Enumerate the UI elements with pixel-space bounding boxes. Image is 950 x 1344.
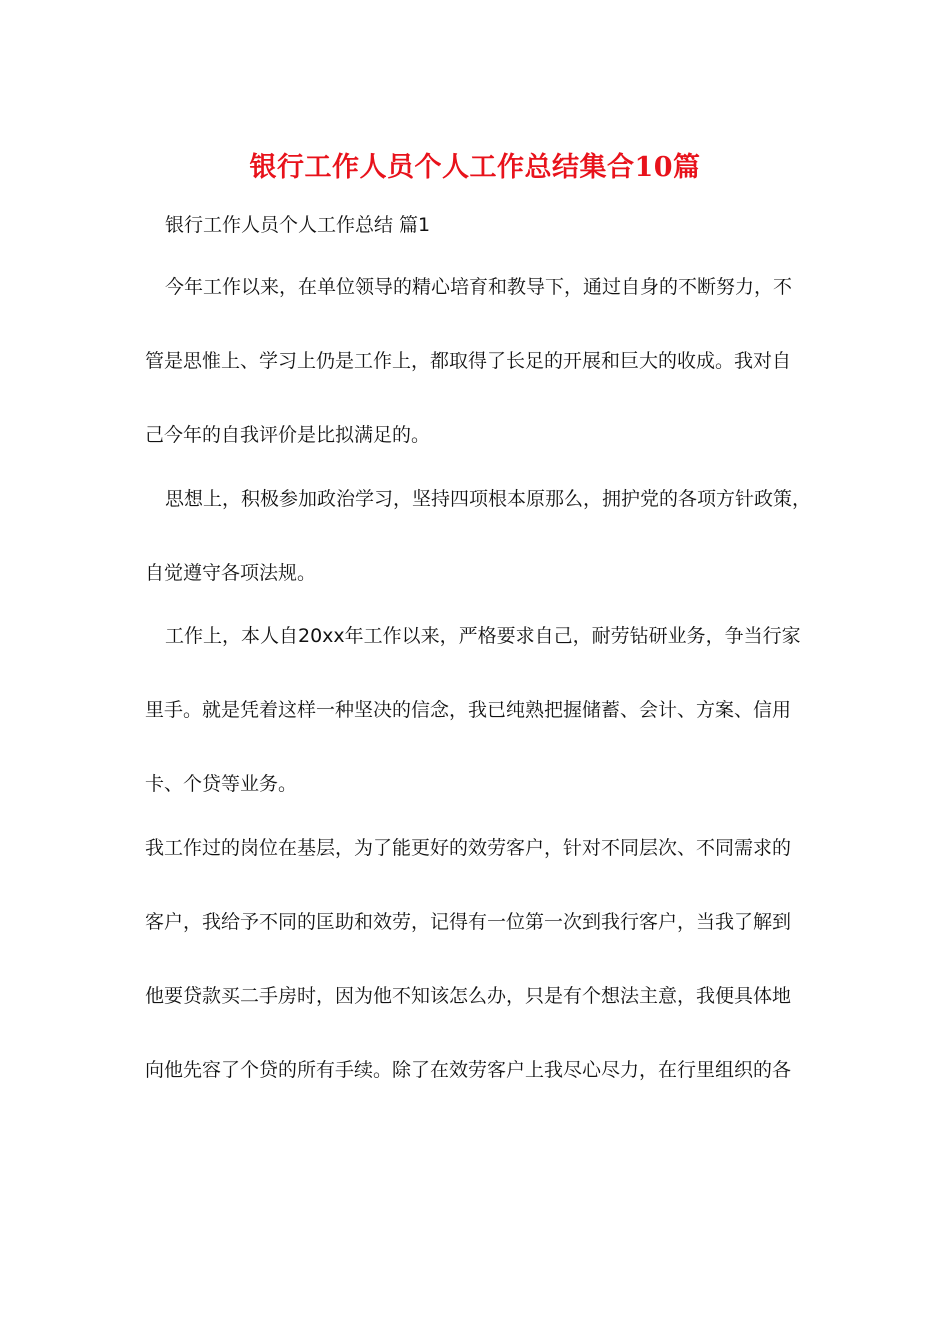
paragraph-line: 里手。就是凭着这样一种坚决的信念，我已纯熟把握储蓄、会计、方案、信用 [145,699,792,721]
paragraph-line: 向他先容了个贷的所有手续。除了在效劳客户上我尽心尽力，在行里组织的各 [145,1059,792,1081]
paragraph-line: 客户，我给予不同的匡助和效劳，记得有一位第一次到我行客户，当我了解到 [145,911,792,933]
section-heading: 银行工作人员个人工作总结 篇1 [165,214,431,236]
paragraph-line: 他要贷款买二手房时，因为他不知该怎么办，只是有个想法主意，我便具体地 [145,985,792,1007]
paragraph-line: 卡、个贷等业务。 [145,773,298,795]
paragraph-line: 自觉遵守各项法规。 [145,562,317,584]
paragraph-line: 思想上，积极参加政治学习，坚持四项根本原那么，拥护党的各项方针政策， [165,488,812,510]
document-title: 银行工作人员个人工作总结集合10篇 [249,152,701,183]
paragraph-line: 工作上，本人自20xx年工作以来，严格要求自己，耐劳钻研业务，争当行家 [165,625,801,647]
paragraph-line: 我工作过的岗位在基层，为了能更好的效劳客户，针对不同层次、不同需求的 [145,837,792,859]
paragraph-line: 己今年的自我评价是比拟满足的。 [145,424,431,446]
paragraph-line: 管是思惟上、学习上仍是工作上，都取得了长足的开展和巨大的收成。我对自 [145,350,792,372]
paragraph-line: 今年工作以来，在单位领导的精心培育和教导下，通过自身的不断努力，不 [165,276,793,298]
